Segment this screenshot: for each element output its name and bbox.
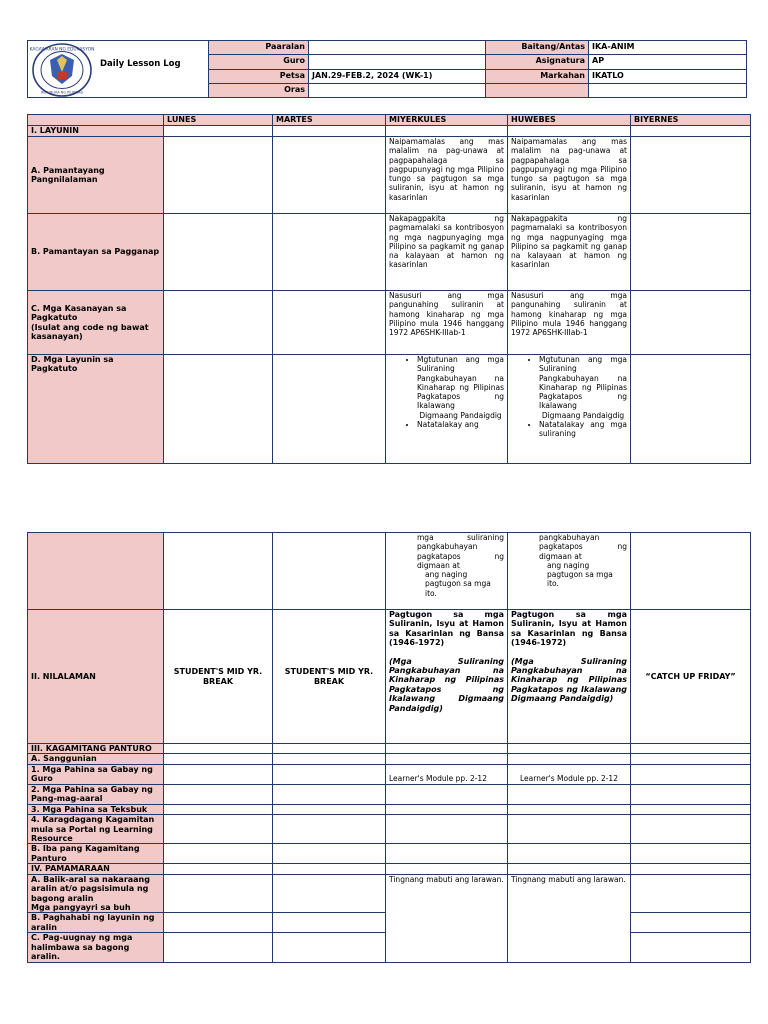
cell — [631, 137, 751, 214]
date-value: JAN.29-FEB.2, 2024 (WK-1) — [309, 69, 486, 83]
cell — [164, 214, 273, 291]
cell — [386, 804, 508, 814]
cell — [273, 864, 386, 874]
row-label-textbook: 3. Mga Pahina sa Teksbuk — [28, 804, 164, 814]
learner-module-thu: Learner's Module pp. 2-12 — [508, 784, 631, 804]
cell — [164, 815, 273, 844]
cell — [273, 291, 386, 355]
cell — [631, 214, 751, 291]
time-value — [309, 83, 486, 97]
objective-item: • Natatalakay ang mga suliraning — [539, 420, 627, 439]
cell — [386, 126, 508, 137]
performance-standard-thu: Nakapagpakita ng pagmamalaki sa kontribosyon ng mga nagpunyaging mga Pilipino sa pagkamit ng ganap na kalayaan at hamon ng kasarinlan — [508, 214, 631, 291]
cell — [508, 864, 631, 874]
cell — [164, 355, 273, 464]
cell — [631, 815, 751, 844]
header-table — [27, 40, 747, 98]
competencies-note: (Isulat ang code ng bawat kasanayan) — [31, 322, 149, 341]
cell — [386, 744, 508, 754]
cell — [386, 864, 508, 874]
cell — [273, 126, 386, 137]
cell — [631, 864, 751, 874]
day-header-wednesday: MIYERKULES — [386, 115, 508, 126]
cell — [273, 815, 386, 844]
cell — [631, 754, 751, 764]
cell — [164, 754, 273, 764]
cell — [508, 815, 631, 844]
competencies-wed: Nasusuri ang mga pangunahing suliranin at hamong kinaharap ng mga Pilipino mula 1946 hanggang 1972 AP6SHK-IIIab-1 — [386, 291, 508, 355]
cell — [631, 913, 751, 933]
day-header-friday: BIYERNES — [631, 115, 751, 126]
quarter-value: IKATLO — [589, 69, 747, 83]
time-label: Oras — [209, 83, 309, 97]
school-value — [309, 41, 486, 55]
cell — [273, 784, 386, 804]
content-standard-wed: Naipamamalas ang mas malalim na pag-unawa at pagpapahalaga sa pagpupunyagi ng mga Pilipino tungo sa pagtugon sa mga suliranin, isyu at hamon ng kasarinlan — [386, 137, 508, 214]
cell — [164, 804, 273, 814]
teacher-value — [309, 55, 486, 69]
day-header-monday: LUNES — [164, 115, 273, 126]
objective-item: • Natatalakay ang — [417, 420, 504, 429]
cell — [631, 804, 751, 814]
seal-bottom-text: REPUBLIKA NG PILIPINAS — [40, 90, 84, 95]
cell — [273, 533, 386, 610]
corner-cell — [28, 115, 164, 126]
cell — [273, 214, 386, 291]
cell — [273, 744, 386, 754]
cell — [386, 754, 508, 764]
quarter-label: Markahan — [486, 69, 589, 83]
row-label-other-materials: B. Iba pang Kagamitang Panturo — [28, 844, 164, 864]
row-label-learner-guide: 2. Mga Pahina sa Gabay ng Pang-mag-aaral — [28, 784, 164, 804]
section-procedures: IV. PAMAMARAAN — [28, 864, 164, 874]
cell — [273, 764, 386, 784]
empty-label — [486, 83, 589, 97]
cell — [631, 744, 751, 754]
performance-standard-wed: Nakapagpakita ng pagmamalaki sa kontribosyon ng mga nagpunyaging mga Pilipino sa pagkamit ng ganap na kalayaan at hamon ng kasarinlan — [386, 214, 508, 291]
day-header-thursday: HUWEBES — [508, 115, 631, 126]
learning-objectives-thu — [508, 355, 631, 464]
day-header-tuesday: MARTES — [273, 115, 386, 126]
cell — [631, 126, 751, 137]
cell — [273, 804, 386, 814]
grade-value: IKA-ANIM — [589, 41, 747, 55]
cell — [273, 933, 386, 962]
row-label-examples: C. Pag-uugnay ng mga halimbawa sa bagong aralin. — [28, 933, 164, 962]
content-thu: Pagtugon sa mga Suliranin, Isyu at Hamon sa Kasarinlan ng Bansa (1946-1972) (Mga Suliraning Pangkabuhayan na Kinaharap ng Pilipinas Pagkatapos ng Ikalawang Digmaang Pandaigdig) — [508, 610, 631, 744]
cell — [508, 804, 631, 814]
mid-year-break-tuesday: STUDENT'S MID YR. BREAK — [273, 610, 386, 744]
mid-year-break-monday: STUDENT'S MID YR. BREAK — [164, 610, 273, 744]
cell — [273, 844, 386, 864]
cell — [386, 844, 508, 864]
competencies-label: C. Mga Kasanayan sa Pagkatuto — [31, 303, 127, 323]
objective-item: • Mgtutunan ang mga Suliraning Pangkabuhayan na Kinaharap ng Pilipinas Pagkatapos ng Ikalawang Digmaang Pandaigdig — [417, 355, 504, 420]
objectives-continued-wed: mga suliraning pangkabuhayan pagkatapos ng digmaan at ang naging pagtugon sa mga ito. — [386, 533, 508, 610]
cell — [164, 291, 273, 355]
section-content: II. NILALAMAN — [28, 610, 164, 744]
row-label-competencies — [28, 291, 164, 355]
section-materials: III. KAGAMITANG PANTURO — [28, 744, 164, 754]
cell — [508, 754, 631, 764]
cell — [631, 933, 751, 962]
cell — [164, 137, 273, 214]
row-label-references: A. Sanggunian — [28, 754, 164, 764]
continued-label-cell — [28, 533, 164, 610]
cell — [164, 744, 273, 754]
row-label-learning-objectives: D. Mga Layunin sa Pagkatuto — [28, 355, 164, 464]
subject-label: Asignatura — [486, 55, 589, 69]
cell — [273, 137, 386, 214]
cell — [164, 864, 273, 874]
objectives-continued-thu: pangkabuhayan pagkatapos ng digmaan at ang naging pagtugon sa mga ito. — [508, 533, 631, 610]
cell — [164, 913, 273, 933]
cell — [164, 874, 273, 913]
cell — [631, 533, 751, 610]
teacher-label: Guro — [209, 55, 309, 69]
learner-module-wed: Learner's Module pp. 2-12 — [386, 784, 508, 804]
row-label-purpose: B. Paghahabi ng layunin ng aralin — [28, 913, 164, 933]
grade-label: Baitang/Antas — [486, 41, 589, 55]
content-standard-thu: Naipamamalas ang mas malalim na pag-unawa at pagpapahalaga sa pagpupunyagi ng mga Pilipino tungo sa pagtugon sa mga suliranin, isyu at hamon ng kasarinlan — [508, 137, 631, 214]
cell — [631, 874, 751, 913]
date-label: Petsa — [209, 69, 309, 83]
cell — [508, 844, 631, 864]
cell — [164, 126, 273, 137]
cell — [273, 913, 386, 933]
review-thu: Tingnang mabuti ang larawan. — [508, 874, 631, 962]
catch-up-friday: “CATCH UP FRIDAY” — [631, 610, 751, 744]
cell — [631, 355, 751, 464]
cell — [631, 291, 751, 355]
lesson-table-part-2 — [27, 532, 751, 963]
row-label-review: A. Balik-aral sa nakaraang aralin at/o pagsisimula ng bagong aralin Mga pangyayri sa buh — [28, 874, 164, 913]
cell — [273, 874, 386, 913]
competencies-thu: Nasusuri ang mga pangunahing suliranin at hamong kinaharap ng mga Pilipino mula 1946 hanggang 1972 AP6SHK-IIIab-1 — [508, 291, 631, 355]
review-wed: Tingnang mabuti ang larawan. — [386, 874, 508, 962]
cell — [164, 844, 273, 864]
cell — [508, 744, 631, 754]
seal-ring-text: KAGAWARAN NG EDUKASYON — [29, 47, 95, 53]
cell — [164, 784, 273, 804]
content-wed: Pagtugon sa mga Suliranin, Isyu at Hamon sa Kasarinlan ng Bansa (1946-1972) (Mga Suliraning Pangkabuhayan na Kinaharap ng Pilipinas Pagkatapos ng Ikalawang Digmaang Pandaigdig) — [386, 610, 508, 744]
row-label-content-standard: A. Pamantayang Pangnilalaman — [28, 137, 164, 214]
cell — [164, 764, 273, 784]
cell — [508, 126, 631, 137]
document-title: Daily Lesson Log — [100, 59, 181, 69]
row-label-performance-standard: B. Pamantayan sa Pagganap — [28, 214, 164, 291]
cell — [386, 815, 508, 844]
logo-cell — [28, 41, 209, 98]
cell — [273, 355, 386, 464]
cell — [273, 754, 386, 764]
row-label-lr-portal: 4. Karagdagang Kagamitan mula sa Portal ng Learning Resource — [28, 815, 164, 844]
subject-value: AP — [589, 55, 747, 69]
cell — [631, 764, 751, 784]
learning-objectives-wed — [386, 355, 508, 464]
section-objectives: I. LAYUNIN — [28, 126, 164, 137]
cell — [164, 933, 273, 962]
lesson-table-part-1 — [27, 114, 751, 464]
cell — [164, 533, 273, 610]
empty-value — [589, 83, 747, 97]
cell — [631, 844, 751, 864]
cell — [631, 784, 751, 804]
row-label-teacher-guide: 1. Mga Pahina sa Gabay ng Guro — [28, 764, 164, 784]
objective-item: • Mgtutunan ang mga Suliraning Pangkabuhayan na Kinaharap ng Pilipinas Pagkatapos ng Ikalawang Digmaang Pandaigdig — [539, 355, 627, 420]
school-label: Paaralan — [209, 41, 309, 55]
